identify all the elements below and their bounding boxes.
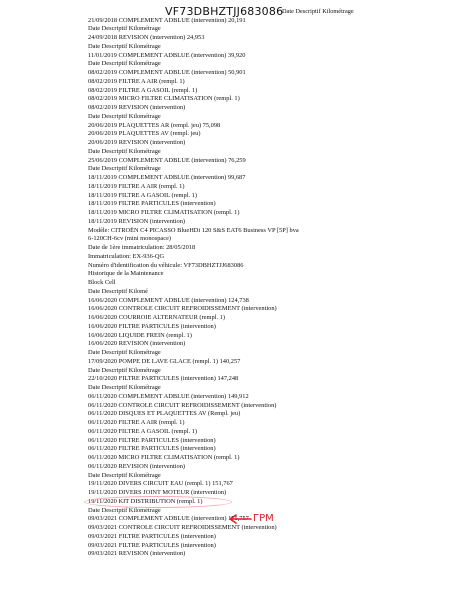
log-line: 18/11/2019 MICRO FILTRE CLIMATISATION (rempl. 1) xyxy=(88,209,240,216)
log-line: 21/09/2018 COMPLEMENT ADBLUE (intervention) 20,191 xyxy=(88,16,246,24)
log-line: 09/03/2021 COMPLEMENT ADBLUE (intervention) 175,757 xyxy=(88,515,249,523)
log-line: Date Descriptif Kilométrage xyxy=(88,366,161,374)
arrow-left-icon xyxy=(228,514,252,524)
log-line: 19/11/2020 DIVERS CIRCUIT EAU (rempl. 1) 151,767 xyxy=(88,480,233,488)
log-line-text: 19/11/2020 KIT DISTRIBUTION (rempl. 1) xyxy=(88,497,203,505)
log-line: Date Descriptif Kilométrage xyxy=(88,112,161,120)
log-line: 06/11/2020 FILTRE A AIR (rempl. 1) xyxy=(88,419,185,426)
log-line: 06/11/2020 FILTRE PARTICULES (intervention) xyxy=(88,436,216,444)
log-line: 09/03/2021 CONTROLE CIRCUIT REFROIDISSEMENT (intervention) xyxy=(88,524,277,531)
log-line: Date Descriptif Kilométrage xyxy=(88,42,161,50)
log-line: 18/11/2019 REVISION (intervention) xyxy=(88,217,186,225)
log-line: 11/01/2019 COMPLEMENT ADBLUE (intervention) 39,920 xyxy=(88,51,246,59)
maintenance-log xyxy=(88,17,458,560)
column-headings: Date Descriptif Kilométrage xyxy=(282,8,354,15)
log-line: 06/11/2020 REVISION (intervention) xyxy=(88,462,186,470)
log-line: 06/11/2020 FILTRE PARTICULES (intervention) xyxy=(88,445,216,453)
log-line: 22/10/2020 FILTRE PARTICULES (intervention) 147,248 xyxy=(88,375,239,383)
log-line: 09/03/2021 FILTRE PARTICULES (intervention) xyxy=(88,532,216,540)
log-line: Numéro d'identification du véhicule: VF73DBHZTJJ683086 xyxy=(88,261,244,269)
log-line: 18/11/2019 FILTRE PARTICULES (intervention) xyxy=(88,200,216,208)
log-line: Date Descriptif Kilomé xyxy=(88,287,148,295)
log-line: 16/06/2020 COURROIE ALTERNATEUR (rempl. 1) xyxy=(88,314,225,321)
log-line-highlighted xyxy=(88,498,458,507)
log-line: 16/06/2020 COMPLEMENT ADBLUE (intervention) 124,738 xyxy=(88,296,249,304)
log-line: 08/02/2019 FILTRE A GASOIL (rempl. 1) xyxy=(88,86,198,94)
log-line: Block Cell xyxy=(88,279,116,286)
log-line: Date Descriptif Kilométrage xyxy=(88,60,161,68)
log-line: 6-120CH-6cv (mini monospace) xyxy=(88,235,172,243)
log-line: 09/03/2021 FILTRE PARTICULES (intervention) xyxy=(88,541,216,549)
log-line: Modèle: CITROËN C4 PICASSO BlueHDi 120 S&S EAT6 Business VP [5P] bva xyxy=(88,226,299,234)
log-line: 16/06/2020 REVISION (intervention) xyxy=(88,340,186,348)
log-line: Date Descriptif Kilométrage xyxy=(88,471,161,479)
log-line: 20/06/2019 PLAQUETTES AV (rempl. jeu) xyxy=(88,130,201,138)
log-line: 24/09/2018 REVISION (intervention) 24,953 xyxy=(88,34,205,41)
log-line: Date de 1ère immatriculation: 28/05/2018 xyxy=(88,244,196,251)
log-line: 25/06/2019 COMPLEMENT ADBLUE (intervention) 76,259 xyxy=(88,156,246,164)
log-line: 08/02/2019 REVISION (intervention) xyxy=(88,104,186,111)
log-line: 06/11/2020 COMPLEMENT ADBLUE (intervention) 149,912 xyxy=(88,392,249,400)
log-line: 18/11/2019 FILTRE A GASOIL (rempl. 1) xyxy=(88,191,197,199)
log-line: 08/02/2019 MICRO FILTRE CLIMATISATION (rempl. 1) xyxy=(88,95,240,103)
log-line: Date Descriptif Kilométrage xyxy=(88,147,161,155)
log-line: 16/06/2020 LIQUIDE FREIN (rempl. 1) xyxy=(88,331,192,339)
log-line: Immatriculation: EX-936-QG xyxy=(88,252,165,260)
annotation-label: ГРМ xyxy=(253,513,274,524)
highlight-ellipse xyxy=(84,496,232,508)
log-line: 06/11/2020 CONTROLE CIRCUIT REFROIDISSEMENT (intervention) xyxy=(88,401,277,409)
log-line: Historique de la Maintenance xyxy=(88,270,164,278)
log-line: 18/11/2019 COMPLEMENT ADBLUE (intervention) 99,687 xyxy=(88,174,246,181)
log-line: 17/09/2020 POMPE DE LAVE GLACE (rempl. 1) 140,257 xyxy=(88,357,241,365)
log-line: 18/11/2019 FILTRE A AIR (rempl. 1) xyxy=(88,182,185,190)
log-line: 16/06/2020 FILTRE PARTICULES (intervention) xyxy=(88,322,216,330)
log-line: 06/11/2020 FILTRE A GASOIL (rempl. 1) xyxy=(88,427,197,435)
vin-heading: VF73DBHZTJJ683086 xyxy=(165,5,284,18)
log-line: Date Descriptif Kilométrage xyxy=(88,384,161,391)
log-line: Date Descriptif Kilométrage xyxy=(88,349,161,356)
log-line: 08/02/2019 FILTRE A AIR (rempl. 1) xyxy=(88,77,185,85)
log-line: 20/06/2019 REVISION (intervention) xyxy=(88,139,186,146)
log-line: 19/11/2020 DIVERS JOINT MOTEUR (intervention) xyxy=(88,489,227,496)
log-line: Date Descriptif Kilométrage xyxy=(88,165,161,173)
log-line: Date Descriptif Kilométrage xyxy=(88,506,161,514)
log-line: 06/11/2020 DISQUES ET PLAQUETTES AV (Rempl. jeu) xyxy=(88,410,241,418)
log-line: 16/06/2020 CONTROLE CIRCUIT REFROIDISSEMENT (intervention) xyxy=(88,305,277,313)
log-line: 06/11/2020 MICRO FILTRE CLIMATISATION (rempl. 1) xyxy=(88,454,240,461)
log-line: 20/06/2019 PLAQUETTES AR (rempl. jeu) 75,098 xyxy=(88,121,221,129)
log-line: Date Descriptif Kilométrage xyxy=(88,25,161,33)
handwritten-annotation xyxy=(228,513,308,527)
log-line: 09/03/2021 REVISION (intervention) xyxy=(88,550,186,558)
log-line: 08/02/2019 COMPLEMENT ADBLUE (intervention) 50,901 xyxy=(88,69,246,76)
